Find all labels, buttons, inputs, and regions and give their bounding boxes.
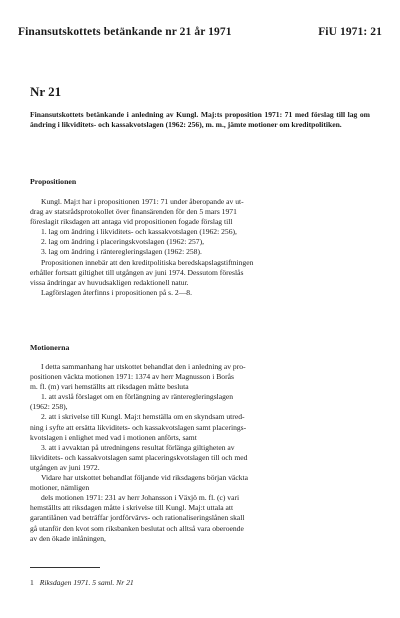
list-item: 1. att avslå förslaget om en förlängning av ränteregleringslagen bbox=[41, 392, 234, 402]
body-line: Propositionen innebär att den kreditpolitiska beredskapslagstiftningen bbox=[41, 257, 254, 267]
body-line: garantilånen vad beträffar jordförvärvs- och rationaliseringslånen skall bbox=[30, 513, 245, 523]
document-number: Nr 21 bbox=[30, 84, 62, 99]
header-reference: FiU 1971: 21 bbox=[318, 26, 382, 38]
body-line: vissa ändringar av huvudsakligen redaktionell natur. bbox=[30, 277, 189, 287]
body-line: kvotslagen i enlighet med vad i motionen anförts, samt bbox=[30, 432, 197, 442]
body-line: (1962: 258), bbox=[30, 402, 68, 412]
body-line: utgången av juni 1972. bbox=[30, 462, 100, 472]
running-header bbox=[18, 26, 382, 38]
section-heading-motionerna: Motionerna bbox=[30, 343, 70, 352]
body-line: positionen väckta motionen 1971: 1374 av herr Magnusson i Borås bbox=[30, 372, 234, 382]
body-line: dels motionen 1971: 231 av herr Johansson i Växjö m. fl. (c) vari bbox=[41, 493, 240, 503]
propositionen-body bbox=[30, 197, 370, 298]
footnote-text: Riksdagen 1971. 5 saml. Nr 21 bbox=[39, 578, 134, 587]
body-line: föreslagit riksdagen att antaga vid propositionen fogade förslag till bbox=[30, 217, 233, 227]
footnote-divider bbox=[30, 567, 100, 568]
list-item: 3. att i avvaktan på utredningens resultat förlänga giltigheten av bbox=[41, 442, 235, 452]
list-item: 3. lag om ändring i ränteregleringslagen (1962: 258). bbox=[41, 247, 202, 257]
body-line: Vidare har utskottet behandlat följande vid riksdagens början väckta bbox=[41, 473, 249, 483]
body-line: gå utanför den kvot som riksbanken beslutat och alltså vara oberoende bbox=[30, 523, 244, 533]
header-title: Finansutskottets betänkande nr 21 år 1971 bbox=[18, 26, 232, 38]
body-line: motioner, nämligen bbox=[30, 483, 90, 493]
body-line: Lagförslagen återfinns i propositionen på s. 2—8. bbox=[41, 287, 192, 297]
motionerna-body bbox=[30, 362, 370, 544]
footnote-number: 1 bbox=[30, 578, 34, 587]
section-heading-propositionen: Propositionen bbox=[30, 177, 77, 186]
body-line: Kungl. Maj:t har i propositionen 1971: 71 under åberopande av ut- bbox=[41, 197, 244, 206]
body-line: likviditets- och kassakvotslagen samt placeringskvotslagen till och med bbox=[30, 452, 248, 462]
body-line: m. fl. (m) vari hemställts att riksdagen måtte besluta bbox=[30, 382, 189, 392]
list-item: 2. att i skrivelse till Kungl. Maj:t hemställa om en skyndsam utred- bbox=[41, 412, 245, 422]
footnote bbox=[30, 578, 134, 587]
body-line: av den ökade inlåningen, bbox=[30, 533, 106, 543]
intro-paragraph: Finansutskottets betänkande i anledning av Kungl. Maj:ts proposition 1971: 71 med förslag till lag om ändring i likviditets- och kassakvotslagen (1962: 256), m. m., jämte motioner om kreditpolitiken. bbox=[30, 110, 370, 130]
body-line: hemställts att riksdagen måtte i skrivelse till Kungl. Maj:t uttala att bbox=[30, 503, 234, 513]
body-line: ning i syfte att ersätta likviditets- och kassakvotslagen samt placerings- bbox=[30, 422, 247, 432]
list-item: 2. lag om ändring i placeringskvotslagen (1962: 257), bbox=[41, 237, 205, 247]
body-line: drag av statsrådsprotokollet över finansärenden för den 5 mars 1971 bbox=[30, 207, 237, 217]
body-line: I detta sammanhang har utskottet behandlat den i anledning av pro- bbox=[41, 362, 246, 371]
body-line: erhåller fortsatt giltighet till utgången av juni 1974. Dessutom föreslås bbox=[30, 267, 244, 277]
list-item: 1. lag om ändring i likviditets- och kassakvotslagen (1962: 256), bbox=[41, 227, 237, 237]
